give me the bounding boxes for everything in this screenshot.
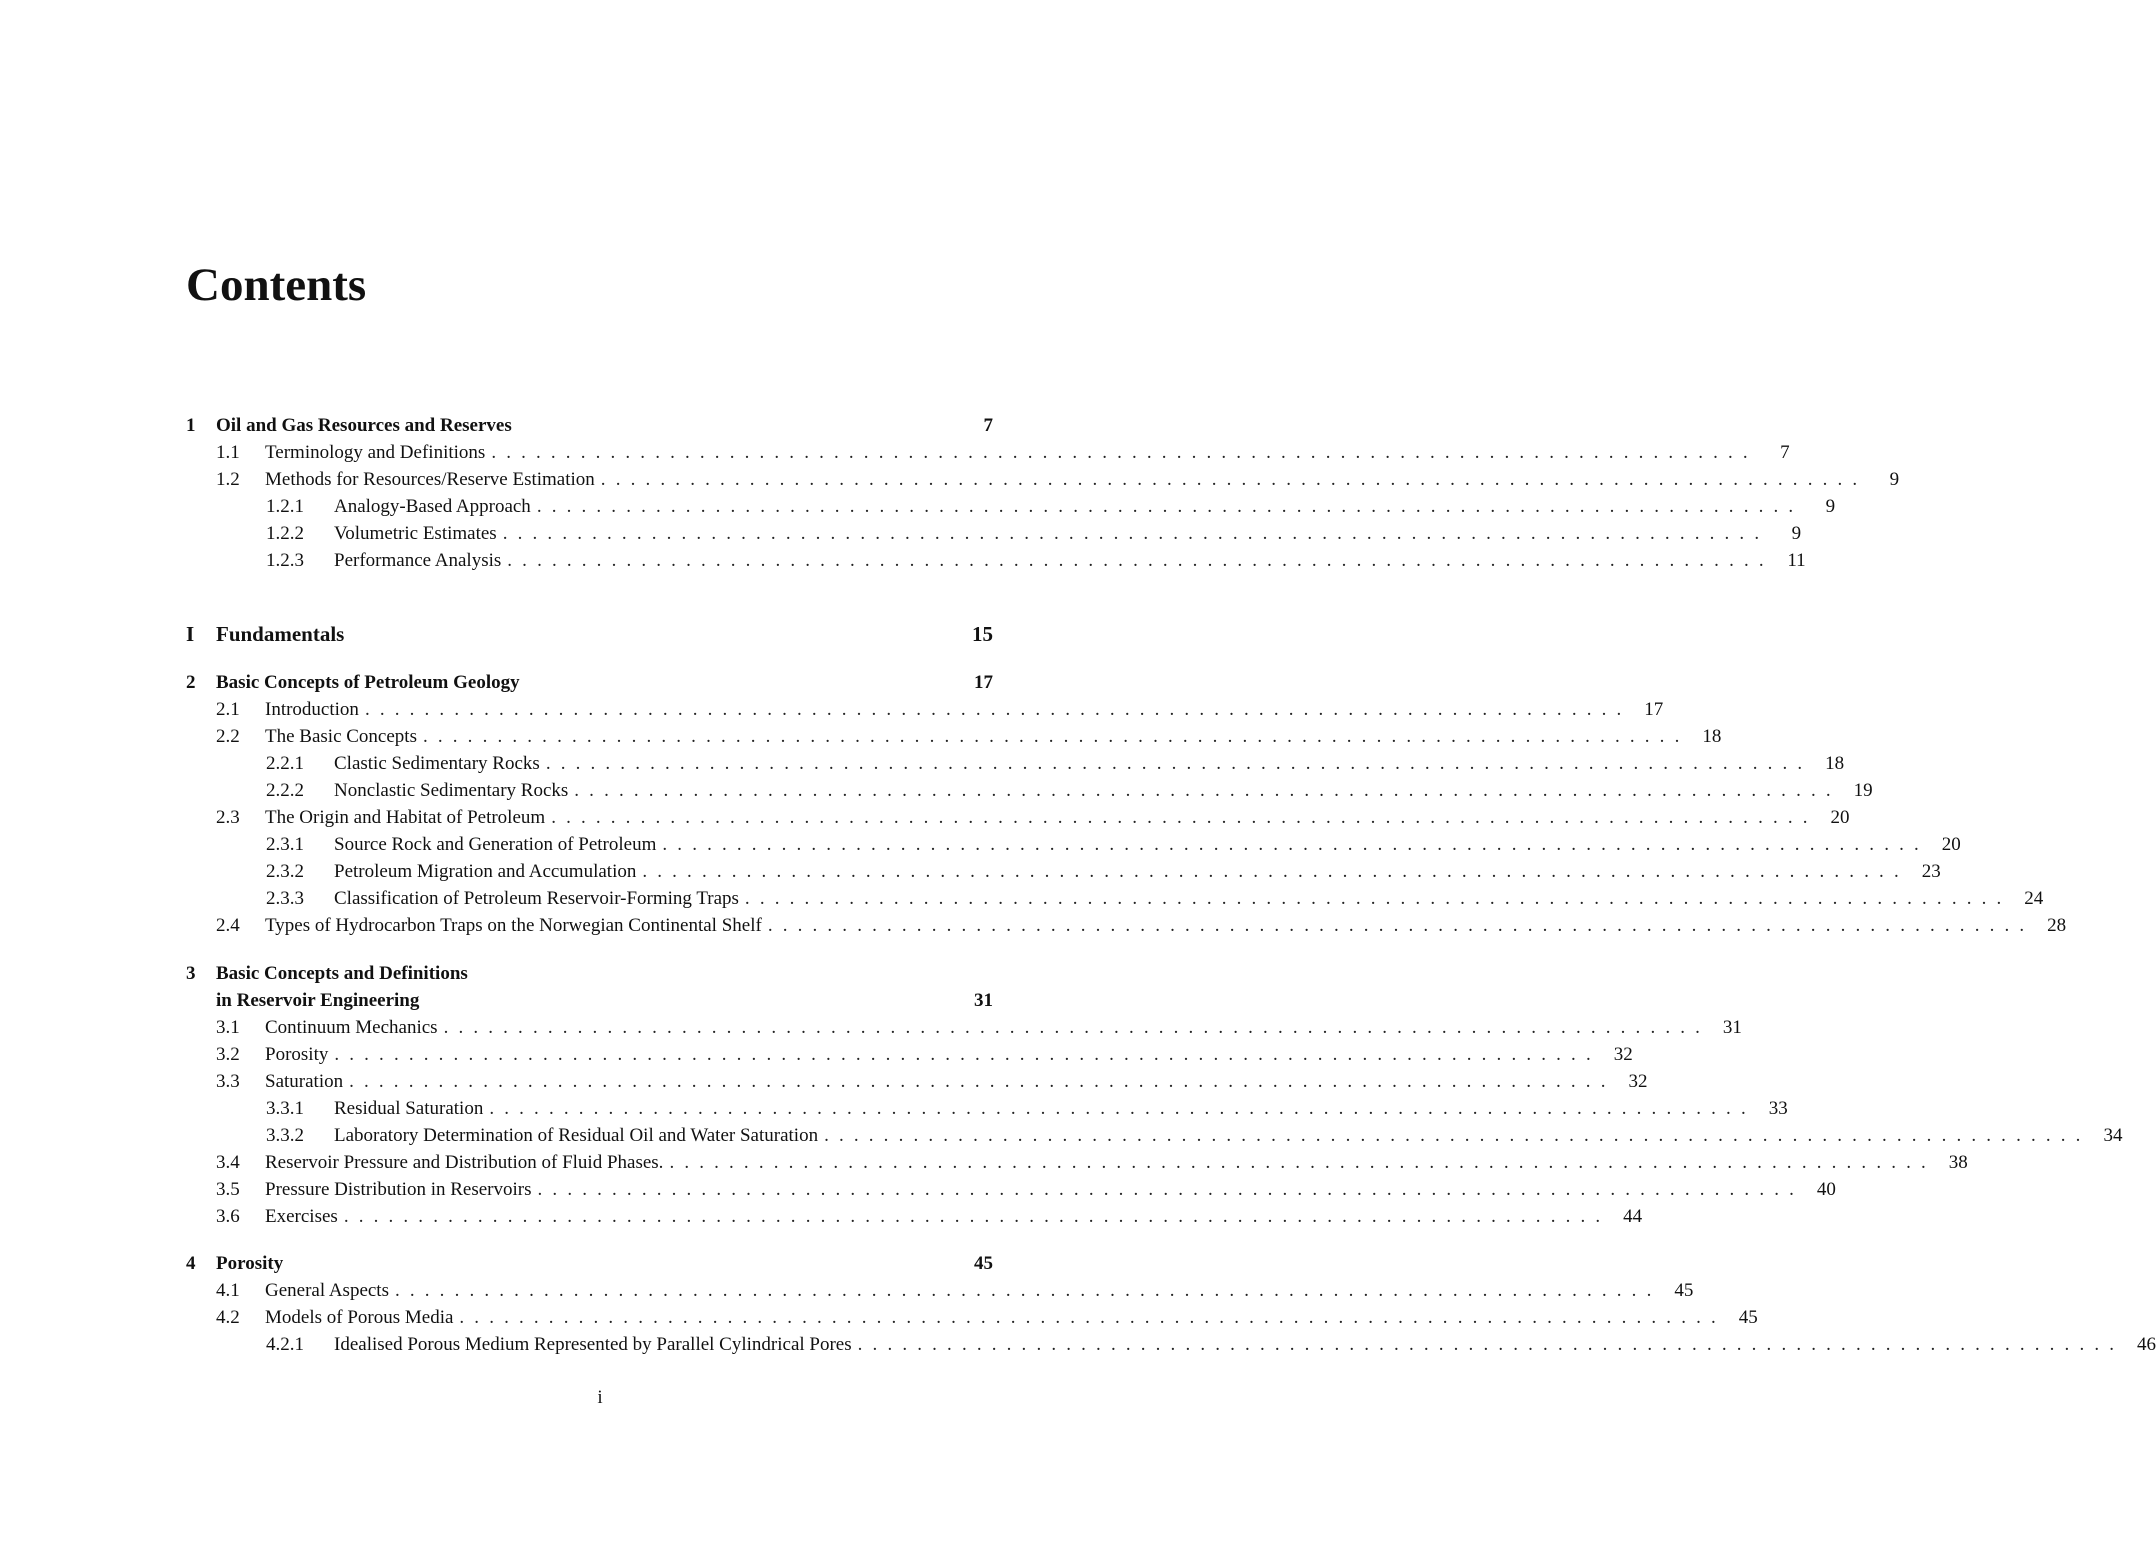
toc-entry-page: 33: [1768, 1098, 1788, 1119]
toc-entry-page: 23: [1921, 861, 1941, 882]
toc-entry-page: 40: [1816, 1179, 1836, 1200]
toc-entry-title: Clastic Sedimentary Rocks: [334, 753, 540, 774]
dot-leader: [483, 1096, 1745, 1122]
toc-entry-page: 31: [1722, 1017, 1742, 1038]
toc-entry-title: General Aspects: [265, 1280, 389, 1301]
toc-entry-number: 1.2.1: [266, 496, 304, 517]
toc-entry-page: 45: [1738, 1307, 1758, 1328]
toc-entry-number: 3.5: [216, 1179, 240, 1200]
toc-entry-section[interactable]: [186, 913, 2067, 939]
toc-entry-title: The Origin and Habitat of Petroleum: [265, 807, 546, 828]
dot-leader: [497, 521, 1759, 547]
dot-leader: [453, 1305, 1715, 1331]
toc-entry-chapter[interactable]: [186, 988, 993, 1014]
toc-entry-title: in Reservoir Engineering: [216, 990, 420, 1011]
toc-entry-subsection[interactable]: [186, 1332, 2156, 1358]
dot-leader: [389, 1278, 1651, 1304]
toc-entry-page: 9: [1889, 469, 1900, 490]
toc-entry-page: 32: [1628, 1071, 1648, 1092]
toc-entry-page: 45: [1674, 1280, 1694, 1301]
toc-entry-title: Basic Concepts and Definitions: [216, 963, 468, 984]
toc-entry-page: 17: [1644, 699, 1664, 720]
toc-entry-subsection[interactable]: [186, 521, 1802, 547]
toc-entry-number: 2.3.2: [266, 861, 304, 882]
toc-entry-part[interactable]: [186, 621, 993, 647]
toc-entry-page: 24: [2024, 888, 2044, 909]
dot-leader: [568, 778, 1830, 804]
toc-entry-number: 4.2.1: [266, 1334, 304, 1355]
dot-leader: [739, 886, 2001, 912]
toc-entry-section[interactable]: [186, 1204, 1643, 1230]
toc-entry-page: 20: [1830, 807, 1850, 828]
toc-entry-number: 2.4: [216, 915, 240, 936]
toc-entry-number: 2: [186, 672, 196, 693]
toc-entry-number: 4: [186, 1253, 196, 1274]
toc-entry-page: 18: [1702, 726, 1722, 747]
toc-entry-chapter[interactable]: [186, 413, 993, 439]
toc-entry-section[interactable]: [186, 1150, 1968, 1176]
toc-entry-number: I: [186, 622, 195, 646]
toc-entry-title: Classification of Petroleum Reservoir-Forming Traps: [334, 888, 739, 909]
dot-leader: [438, 1015, 1700, 1041]
page-number: i: [597, 1387, 603, 1408]
toc-entry-page: 38: [1948, 1152, 1968, 1173]
dot-leader: [595, 467, 1857, 493]
toc-entry-section[interactable]: [186, 467, 1900, 493]
toc-entry-page: 31: [974, 990, 993, 1011]
toc-entry-number: 2.2.1: [266, 753, 304, 774]
toc-entry-subsection[interactable]: [186, 1123, 2123, 1149]
toc-entry-page: 45: [974, 1253, 993, 1274]
toc-entry-title: Terminology and Definitions: [265, 442, 486, 463]
toc-entry-page: 20: [1941, 834, 1961, 855]
toc-entry-section[interactable]: [186, 1278, 1694, 1304]
toc-entry-number: 3.3.1: [266, 1098, 304, 1119]
toc-entry-page: 15: [972, 622, 993, 646]
toc-entry-title: Volumetric Estimates: [334, 523, 497, 544]
toc-entry-title: Porosity: [265, 1044, 329, 1065]
toc-entry-chapter[interactable]: [186, 1251, 993, 1277]
toc-entry-page: 7: [983, 415, 993, 436]
toc-entry-number: 2.3: [216, 807, 240, 828]
table-of-contents: [186, 0, 2156, 1553]
toc-entry-title: Nonclastic Sedimentary Rocks: [334, 780, 569, 801]
toc-entry-number: 2.3.1: [266, 834, 304, 855]
toc-entry-page: 34: [2103, 1125, 2123, 1146]
toc-entry-number: 3.1: [216, 1017, 240, 1038]
toc-entry-title: Idealised Porous Medium Represented by Parallel Cylindrical Pores: [334, 1334, 852, 1355]
dot-leader: [338, 1204, 1600, 1230]
toc-entry-section[interactable]: [186, 1069, 1648, 1095]
toc-entry-chapter[interactable]: [186, 961, 993, 987]
toc-entry-number: 4.1: [216, 1280, 240, 1301]
toc-entry-title: Methods for Resources/Reserve Estimation: [265, 469, 595, 490]
toc-entry-number: 2.2.2: [266, 780, 304, 801]
toc-entry-title: Basic Concepts of Petroleum Geology: [216, 672, 520, 693]
toc-entry-page: 9: [1825, 496, 1836, 517]
toc-entry-number: 3.6: [216, 1206, 240, 1227]
toc-entry-number: 4.2: [216, 1307, 240, 1328]
toc-entry-chapter[interactable]: [186, 670, 993, 696]
toc-entry-title: Source Rock and Generation of Petroleum: [334, 834, 657, 855]
toc-entry-number: 3.3: [216, 1071, 240, 1092]
toc-entry-subsection[interactable]: [186, 751, 1845, 777]
toc-entry-title: Continuum Mechanics: [265, 1017, 438, 1038]
dot-leader: [636, 859, 1898, 885]
toc-entry-number: 3.2: [216, 1044, 240, 1065]
toc-entry-number: 3.3.2: [266, 1125, 304, 1146]
toc-entry-section[interactable]: [186, 805, 1850, 831]
toc-entry-title: Types of Hydrocarbon Traps on the Norwegian Continental Shelf: [265, 915, 762, 936]
dot-leader: [545, 805, 1807, 831]
toc-entry-title: Porosity: [216, 1253, 284, 1274]
toc-entry-title: Exercises: [265, 1206, 338, 1227]
toc-entry-title: Analogy-Based Approach: [334, 496, 531, 517]
dot-leader: [417, 724, 1679, 750]
toc-entry-section[interactable]: [186, 440, 1790, 466]
dot-leader: [656, 832, 1918, 858]
toc-entry-number: 1: [186, 415, 196, 436]
toc-entry-number: 1.2: [216, 469, 240, 490]
toc-entry-section[interactable]: [186, 724, 1722, 750]
toc-entry-title: Models of Porous Media: [265, 1307, 454, 1328]
toc-entry-page: 7: [1780, 442, 1790, 463]
dot-leader: [818, 1123, 2080, 1149]
page-title: Contents: [186, 259, 367, 311]
toc-entry-title: The Basic Concepts: [265, 726, 417, 747]
toc-entry-subsection[interactable]: [186, 548, 1806, 574]
dot-leader: [328, 1042, 1590, 1068]
toc-entry-title: Introduction: [265, 699, 359, 720]
toc-entry-title: Laboratory Determination of Residual Oil and Water Saturation: [334, 1125, 819, 1146]
dot-leader: [852, 1332, 2114, 1358]
toc-entry-number: 2.3.3: [266, 888, 304, 909]
toc-entry-number: 2.2: [216, 726, 240, 747]
dot-leader: [359, 697, 1621, 723]
dot-leader: [532, 1177, 1794, 1203]
toc-entry-page: 28: [2047, 915, 2067, 936]
toc-entry-subsection[interactable]: [186, 778, 1873, 804]
toc-entry-page: 17: [974, 672, 993, 693]
toc-entry-section[interactable]: [186, 1042, 1633, 1068]
toc-entry-title: Fundamentals: [216, 622, 345, 646]
dot-leader: [762, 913, 2024, 939]
toc-entry-page: 32: [1613, 1044, 1633, 1065]
toc-entry-section[interactable]: [186, 1305, 1758, 1331]
toc-entry-title: Pressure Distribution in Reservoirs: [265, 1179, 532, 1200]
toc-entry-page: 18: [1825, 753, 1845, 774]
toc-entry-page: 9: [1791, 523, 1802, 544]
toc-entry-title: Saturation: [265, 1071, 344, 1092]
dot-leader: [485, 440, 1747, 466]
toc-entry-section[interactable]: [186, 697, 1664, 723]
toc-entry-subsection[interactable]: [186, 832, 1961, 858]
toc-entry-number: 1.2.2: [266, 523, 304, 544]
toc-entry-title: Petroleum Migration and Accumulation: [334, 861, 637, 882]
toc-entry-number: 3: [186, 963, 196, 984]
dot-leader: [501, 548, 1763, 574]
toc-entry-title: Performance Analysis: [334, 550, 502, 571]
toc-entry-subsection[interactable]: [186, 886, 2044, 912]
toc-entry-number: 2.1: [216, 699, 240, 720]
toc-entry-subsection[interactable]: [186, 859, 1941, 885]
toc-entry-section[interactable]: [186, 1015, 1742, 1041]
toc-entry-section[interactable]: [186, 1177, 1836, 1203]
toc-entry-number: 1.1: [216, 442, 240, 463]
toc-entry-page: 46: [2137, 1334, 2156, 1355]
toc-entry-number: 3.4: [216, 1152, 240, 1173]
toc-entry-title: Reservoir Pressure and Distribution of Fluid Phases.: [265, 1152, 664, 1173]
toc-entry-page: 11: [1787, 550, 1806, 571]
dot-leader: [343, 1069, 1605, 1095]
dot-leader: [663, 1150, 1925, 1176]
toc-entry-page: 19: [1853, 780, 1873, 801]
toc-entry-subsection[interactable]: [186, 1096, 1788, 1122]
dot-leader: [531, 494, 1793, 520]
toc-entry-title: Residual Saturation: [334, 1098, 484, 1119]
dot-leader: [540, 751, 1802, 777]
toc-entry-title: Oil and Gas Resources and Reserves: [216, 415, 512, 436]
toc-entry-subsection[interactable]: [186, 494, 1836, 520]
toc-entry-page: 44: [1623, 1206, 1643, 1227]
toc-entry-number: 1.2.3: [266, 550, 304, 571]
